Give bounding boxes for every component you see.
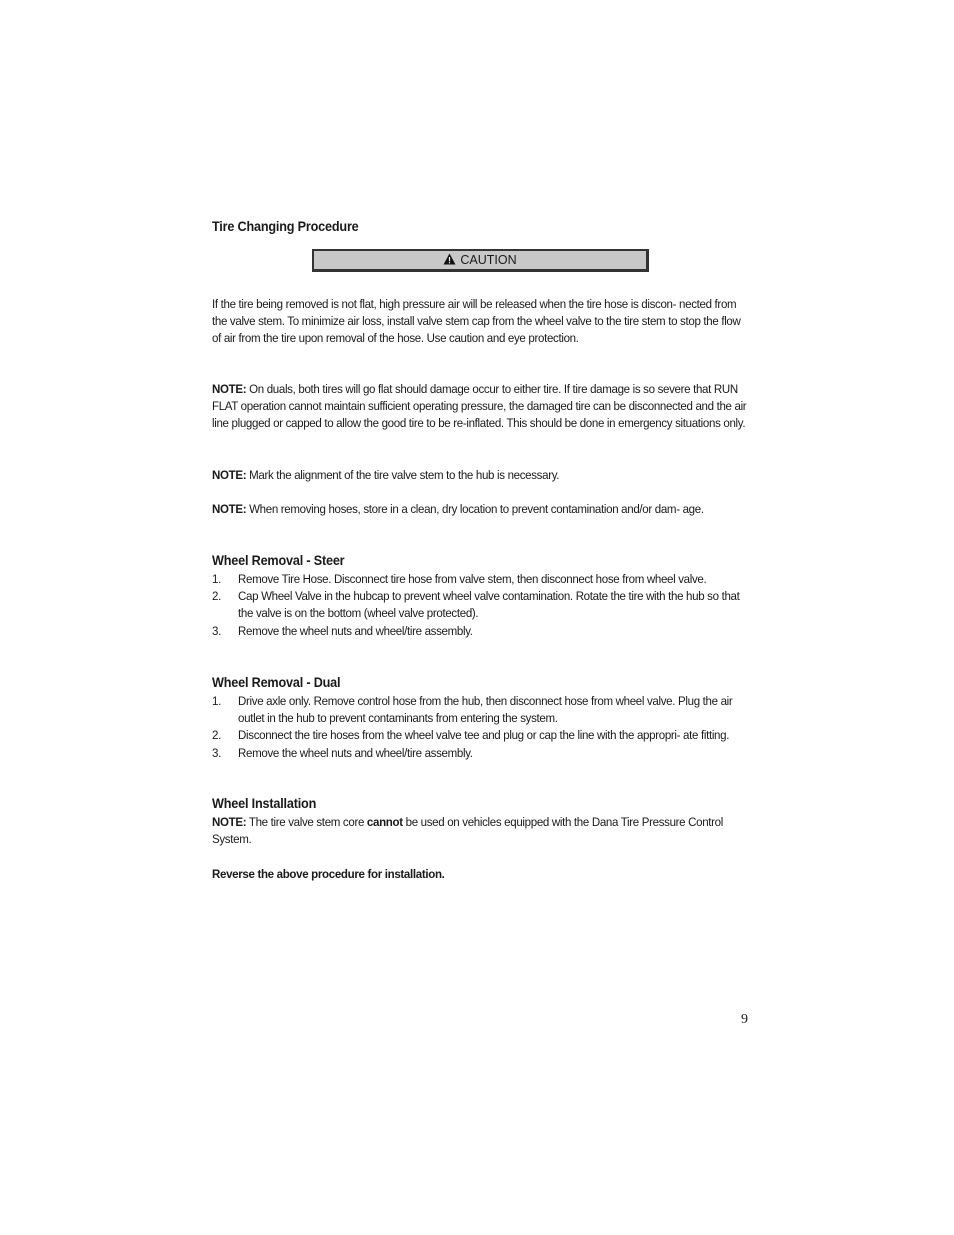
steer-steps [212,571,750,640]
section-heading: Wheel Removal - Dual [212,675,341,690]
page-number: 9 [741,1012,748,1027]
list-item: 2. Disconnect the tire hoses from the wheel valve tee and plug or cap the line with the appropri- ate fitting. [212,728,730,743]
section-heading: Wheel Removal - Steer [212,553,345,568]
list-item: 1. Remove Tire Hose. Disconnect tire hose from valve stem, then disconnect hose from wheel valve. [212,572,707,586]
dual-section [212,674,790,762]
note-paragraph: NOTE: When removing hoses, store in a clean, dry location to prevent contamination and/or dam- age. [212,502,704,516]
dual-steps [212,693,750,762]
installation-note: NOTE: The tire valve stem core cannot be used on vehicles equipped with the Dana Tire Pressure Control System. [212,815,724,847]
list-item: 2. Cap Wheel Valve in the hubcap to prevent wheel valve contamination. Rotate the tire with the hub so that the valve is on the bottom (wheel valve protected). [212,589,740,621]
list-item: 1. Drive axle only. Remove control hose from the hub, then disconnect hose from wheel valve. Plug the air outlet in the hub to prevent contaminants from entering the system. [212,694,733,726]
note-paragraph: NOTE: On duals, both tires will go flat should damage occur to either tire. If tire damage is so severe that RUN FLAT operation cannot maintain sufficient operating pressure, the damaged tire can be disconnected and the air line plugged or capped to allow the good tire to be re-inflated. This should be done in emergency situations only. [212,382,747,431]
section-title: Tire Changing Procedure [212,219,359,234]
section-heading: Wheel Installation [212,796,317,811]
list-item: 3. Remove the wheel nuts and wheel/tire assembly. [212,623,473,638]
warning-triangle-icon [443,253,456,268]
intro-paragraph: If the tire being removed is not flat, high pressure air will be released when the tire hose is discon- nected from the valve stem. To minimize air loss, install valve stem cap from the wheel valve to the tire stem to stop the flow of air from the tire upon removal of the hose. Use caution and eye protection. [212,297,741,346]
list-item: 3. Remove the wheel nuts and wheel/tire assembly. [212,745,473,760]
installation-section [212,795,790,848]
installation-instruction: Reverse the above procedure for installation. [212,867,445,881]
steer-section [212,552,790,640]
caution-banner [312,249,649,272]
note-paragraph: NOTE: Mark the alignment of the tire valve stem to the hub is necessary. [212,468,560,482]
caution-label: CAUTION [460,253,517,267]
